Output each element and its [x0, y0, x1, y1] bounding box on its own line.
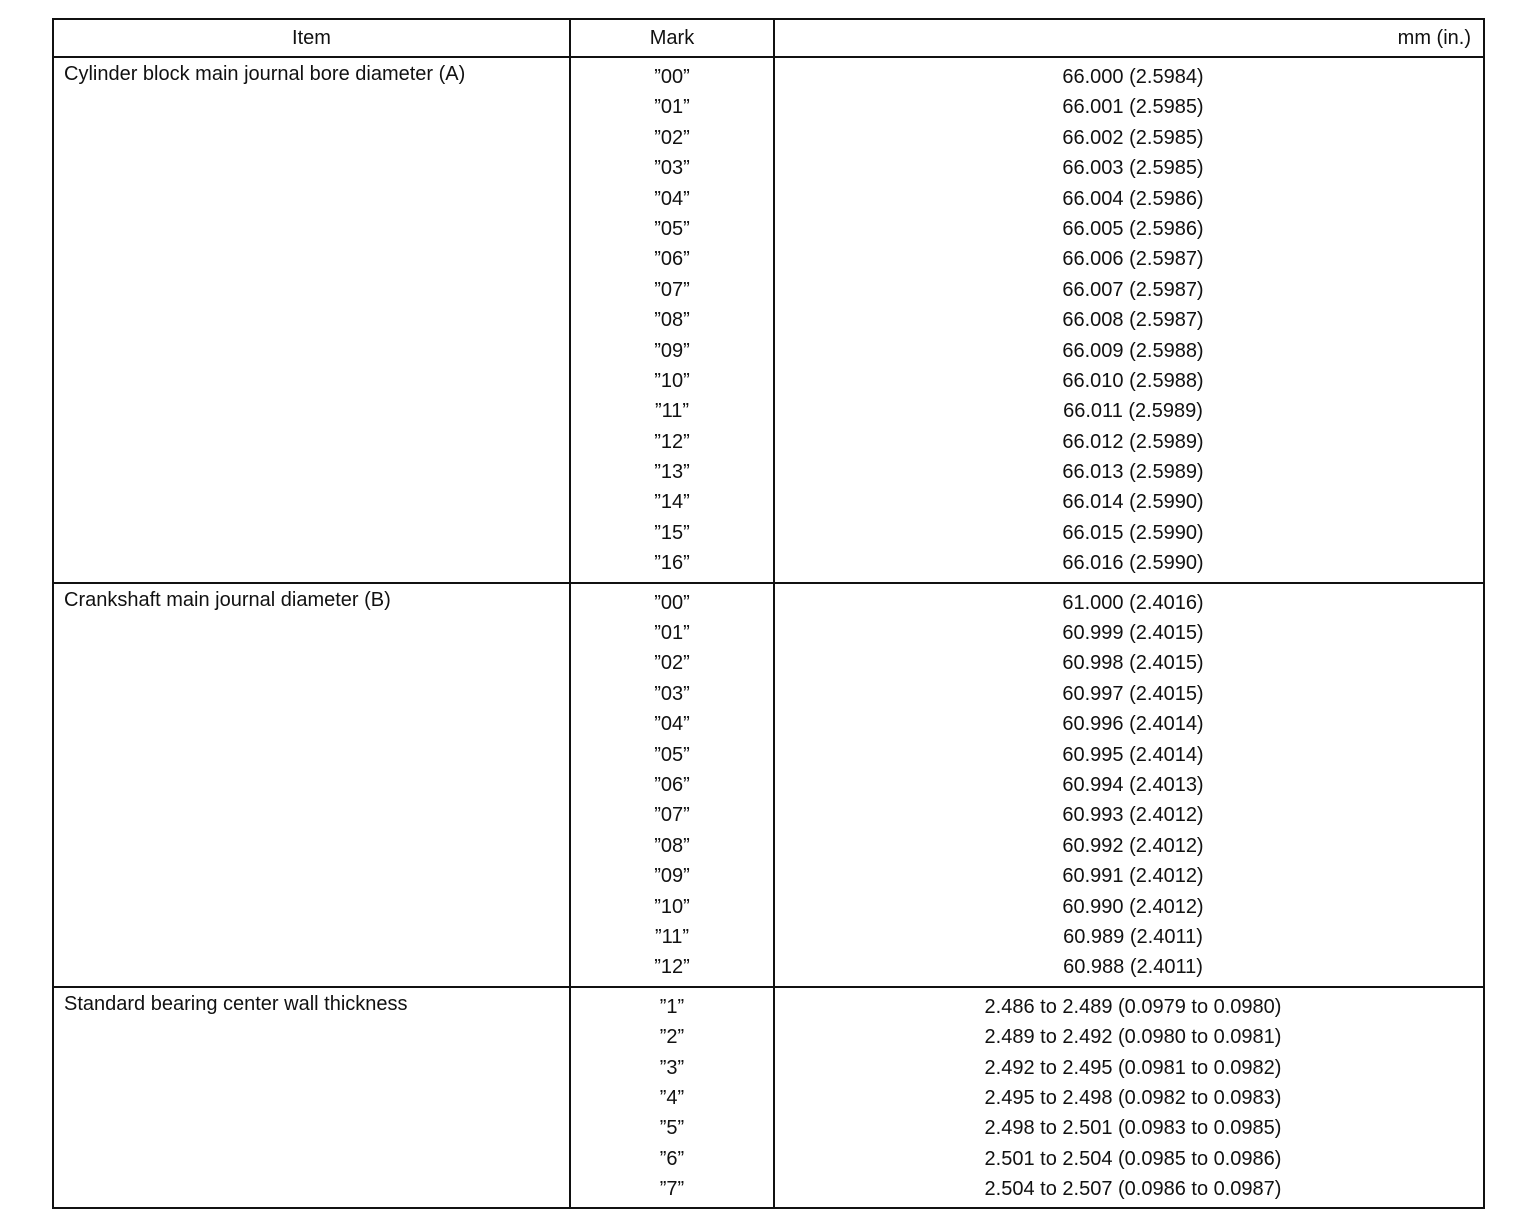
measurement-value: 60.989 (2.4011) — [1063, 925, 1203, 948]
measurement-value: 66.005 (2.5986) — [1062, 217, 1204, 240]
mark-value: ”3” — [659, 1056, 685, 1079]
mark-value: ”6” — [659, 1147, 685, 1170]
mark-value: ”06” — [654, 248, 690, 271]
mark-value: ”13” — [654, 461, 690, 484]
mark-value: ”00” — [654, 66, 690, 88]
value-cell — [774, 57, 1484, 583]
mark-value: ”03” — [654, 157, 690, 180]
mark-value: ”08” — [654, 309, 690, 332]
measurement-value: 66.010 (2.5988) — [1062, 369, 1204, 392]
mark-value: ”03” — [654, 682, 690, 705]
measurement-value: 2.486 to 2.489 (0.0979 to 0.0980) — [984, 995, 1282, 1018]
mark-value: ”09” — [654, 339, 690, 362]
measurement-value: 66.012 (2.5989) — [1062, 430, 1204, 453]
mark-value: ”05” — [654, 743, 690, 766]
mark-value: ”10” — [654, 369, 690, 392]
header-unit: mm (in.) — [774, 19, 1484, 57]
mark-value: ”15” — [654, 521, 690, 544]
mark-value: ”12” — [654, 430, 690, 453]
mark-value: ”01” — [654, 96, 690, 119]
mark-value: ”12” — [654, 956, 690, 979]
item-cell: Cylinder block main journal bore diameter (A) — [53, 57, 570, 583]
measurement-value: 2.504 to 2.507 (0.0986 to 0.0987) — [984, 1178, 1282, 1201]
measurement-value: 60.994 (2.4013) — [1062, 773, 1204, 796]
measurement-value: 66.014 (2.5990) — [1062, 491, 1204, 514]
measurement-value: 66.003 (2.5985) — [1062, 157, 1204, 180]
value-cell — [774, 583, 1484, 987]
measurement-value: 2.489 to 2.492 (0.0980 to 0.0981) — [984, 1026, 1282, 1049]
mark-value: ”02” — [654, 652, 690, 675]
measurement-value: 60.997 (2.4015) — [1062, 682, 1204, 705]
mark-cell — [570, 583, 774, 987]
measurement-value: 60.988 (2.4011) — [1063, 956, 1203, 979]
mark-value: ”14” — [654, 491, 690, 514]
measurement-value: 66.009 (2.5988) — [1062, 339, 1204, 362]
mark-cell — [570, 57, 774, 583]
mark-value: ”5” — [659, 1117, 685, 1140]
mark-value: ”09” — [654, 865, 690, 888]
measurement-value: 61.000 (2.4016) — [1062, 591, 1204, 614]
measurement-value: 66.013 (2.5989) — [1062, 461, 1204, 484]
mark-value: ”06” — [654, 773, 690, 796]
mark-value: ”1” — [659, 995, 685, 1018]
header-item: Item — [53, 19, 570, 57]
mark-value: ”16” — [654, 552, 690, 575]
measurement-value: 2.495 to 2.498 (0.0982 to 0.0983) — [984, 1086, 1282, 1109]
measurement-value: 60.992 (2.4012) — [1062, 834, 1204, 857]
spec-table — [52, 18, 1485, 1209]
measurement-value: 66.011 (2.5989) — [1063, 400, 1203, 423]
measurement-value: 66.007 (2.5987) — [1062, 278, 1204, 301]
measurement-value: 66.015 (2.5990) — [1062, 521, 1204, 544]
mark-value: ”00” — [654, 591, 690, 614]
measurement-value: 66.004 (2.5986) — [1062, 187, 1204, 210]
mark-value: ”07” — [654, 278, 690, 301]
table-row — [53, 583, 1484, 987]
mark-value: ”04” — [654, 187, 690, 210]
measurement-value: 2.501 to 2.504 (0.0985 to 0.0986) — [984, 1147, 1282, 1170]
measurement-value: 66.006 (2.5987) — [1062, 248, 1204, 271]
measurement-value: 66.016 (2.5990) — [1062, 552, 1204, 575]
measurement-value: 66.000 (2.5984) — [1062, 66, 1204, 88]
mark-value: ”05” — [654, 217, 690, 240]
value-cell — [774, 987, 1484, 1209]
mark-cell — [570, 987, 774, 1209]
header-row — [53, 19, 1484, 57]
measurement-value: 60.996 (2.4014) — [1062, 713, 1204, 736]
measurement-value: 66.001 (2.5985) — [1062, 96, 1204, 119]
mark-value: ”04” — [654, 713, 690, 736]
table-header — [53, 19, 1484, 57]
measurement-value: 2.492 to 2.495 (0.0981 to 0.0982) — [984, 1056, 1282, 1079]
measurement-value: 60.990 (2.4012) — [1062, 895, 1204, 918]
mark-value: ”2” — [659, 1026, 685, 1049]
table-body — [53, 57, 1484, 1208]
mark-value: ”10” — [654, 895, 690, 918]
mark-value: ”01” — [654, 622, 690, 645]
measurement-value: 66.002 (2.5985) — [1062, 126, 1204, 149]
measurement-value: 66.008 (2.5987) — [1062, 309, 1204, 332]
table-row — [53, 57, 1484, 583]
mark-value: ”11” — [654, 925, 690, 948]
measurement-value: 60.995 (2.4014) — [1062, 743, 1204, 766]
measurement-value: 60.991 (2.4012) — [1062, 865, 1204, 888]
mark-value: ”02” — [654, 126, 690, 149]
mark-value: ”7” — [659, 1178, 685, 1201]
item-cell: Crankshaft main journal diameter (B) — [53, 583, 570, 987]
measurement-value: 2.498 to 2.501 (0.0983 to 0.0985) — [984, 1117, 1282, 1140]
measurement-value: 60.993 (2.4012) — [1062, 804, 1204, 827]
mark-value: ”4” — [659, 1086, 685, 1109]
mark-value: ”11” — [654, 400, 690, 423]
measurement-value: 60.998 (2.4015) — [1062, 652, 1204, 675]
header-mark: Mark — [570, 19, 774, 57]
mark-value: ”08” — [654, 834, 690, 857]
item-cell: Standard bearing center wall thickness — [53, 987, 570, 1209]
measurement-value: 60.999 (2.4015) — [1062, 622, 1204, 645]
table-row — [53, 987, 1484, 1209]
mark-value: ”07” — [654, 804, 690, 827]
